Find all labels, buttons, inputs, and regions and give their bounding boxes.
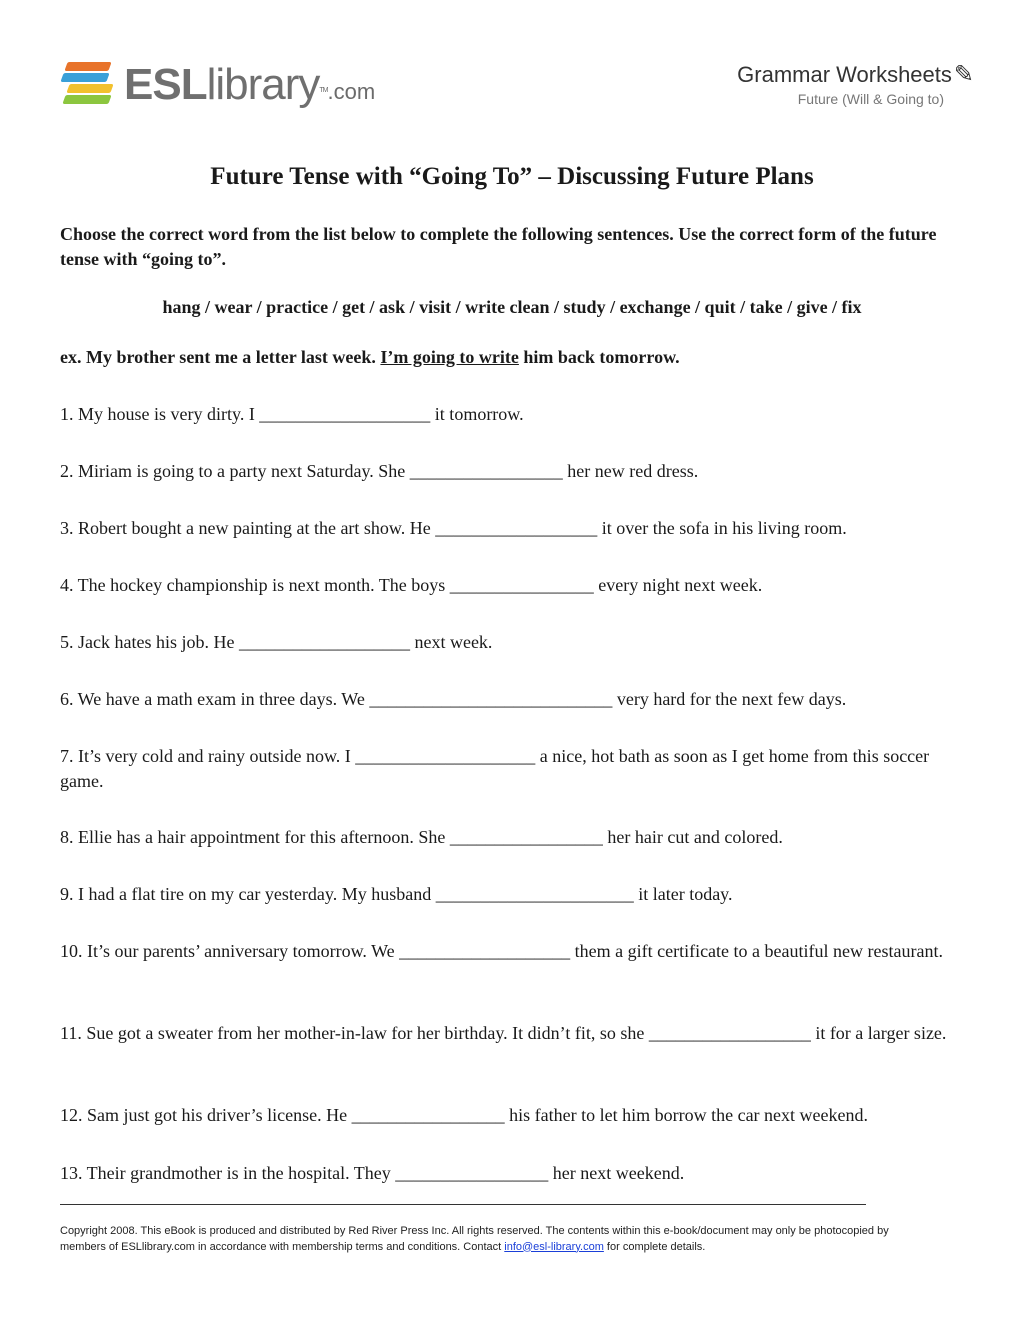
question-10: 10. It’s our parents’ anniversary tomorrow. We ___________________ them a gift certificate to a beautiful new restaurant. [60, 941, 943, 961]
footer-divider [60, 1204, 866, 1205]
logo-wordmark [124, 60, 375, 117]
page-title: Future Tense with “Going To” – Discussing Future Plans [210, 163, 814, 190]
footer-text-end: for complete details. [603, 1240, 706, 1253]
question-4: 4. The hockey championship is next month. The boys ________________ every night next week. [60, 575, 763, 595]
question-9: 9. I had a flat tire on my car yesterday. My husband ______________________ it later today. [60, 884, 733, 904]
pencil-icon: ✎ [953, 61, 974, 88]
word-list: hang / wear / practice / get / ask / visit / write clean / study / exchange / quit / take / give / fix [162, 297, 862, 317]
copyright-footer [60, 1224, 920, 1255]
question-6: 6. We have a math exam in three days. We ___________________________ very hard for the next few days. [60, 689, 847, 709]
question-2: 2. Miriam is going to a party next Saturday. She _________________ her new red dress. [60, 461, 699, 481]
logo-trademark: TM [319, 87, 328, 94]
logo-text-dotcom: .com [327, 79, 376, 104]
question-5: 5. Jack hates his job. He ___________________ next week. [60, 632, 493, 652]
question-3: 3. Robert bought a new painting at the art show. He __________________ it over the sofa in his living room. [60, 518, 847, 538]
logo-text-esl: ESL [124, 60, 207, 109]
footer-text: Copyright 2008. This eBook is produced and distributed by Red River Press Inc. All rights reserved. The contents within this e-book/document may only be photocopied by members of ESLlibrary.com in accordance with membership terms and conditions. Contact [60, 1225, 889, 1253]
question-8: 8. Ellie has a hair appointment for this afternoon. She _________________ her hair cut and colored. [60, 827, 783, 847]
question-1: 1. My house is very dirty. I ___________________ it tomorrow. [60, 404, 524, 424]
brand-title: Grammar Worksheets [737, 62, 952, 87]
example-sentence [60, 347, 680, 368]
logo-text-library: library [206, 60, 320, 109]
example-answer: I’m going to write [380, 347, 519, 367]
example-prefix: ex. My brother sent me a letter last week. [60, 347, 381, 367]
example-suffix: him back tomorrow. [518, 347, 680, 367]
brand-subtitle: Future (Will & Going to) [797, 91, 944, 107]
instructions: Choose the correct word from the list below to complete the following sentences. Use the correct form of the future tense with “going to”. [60, 224, 937, 269]
esl-library-logo [60, 58, 380, 118]
question-11: 11. Sue got a sweater from her mother-in-law for her birthday. It didn’t fit, so she __________________ it for a larger size. [60, 1023, 947, 1043]
question-7: 7. It’s very cold and rainy outside now. I ____________________ a nice, hot bath as soon as I get home from this soccer game. [60, 746, 930, 791]
question-12: 12. Sam just got his driver’s license. He _________________ his father to let him borrow the car next weekend. [60, 1105, 869, 1125]
question-13: 13. Their grandmother is in the hospital. They _________________ her next weekend. [60, 1163, 685, 1183]
books-logo-icon [60, 58, 120, 114]
worksheet-brand [737, 60, 974, 108]
contact-email-link[interactable]: info@esl-library.com [504, 1240, 604, 1253]
